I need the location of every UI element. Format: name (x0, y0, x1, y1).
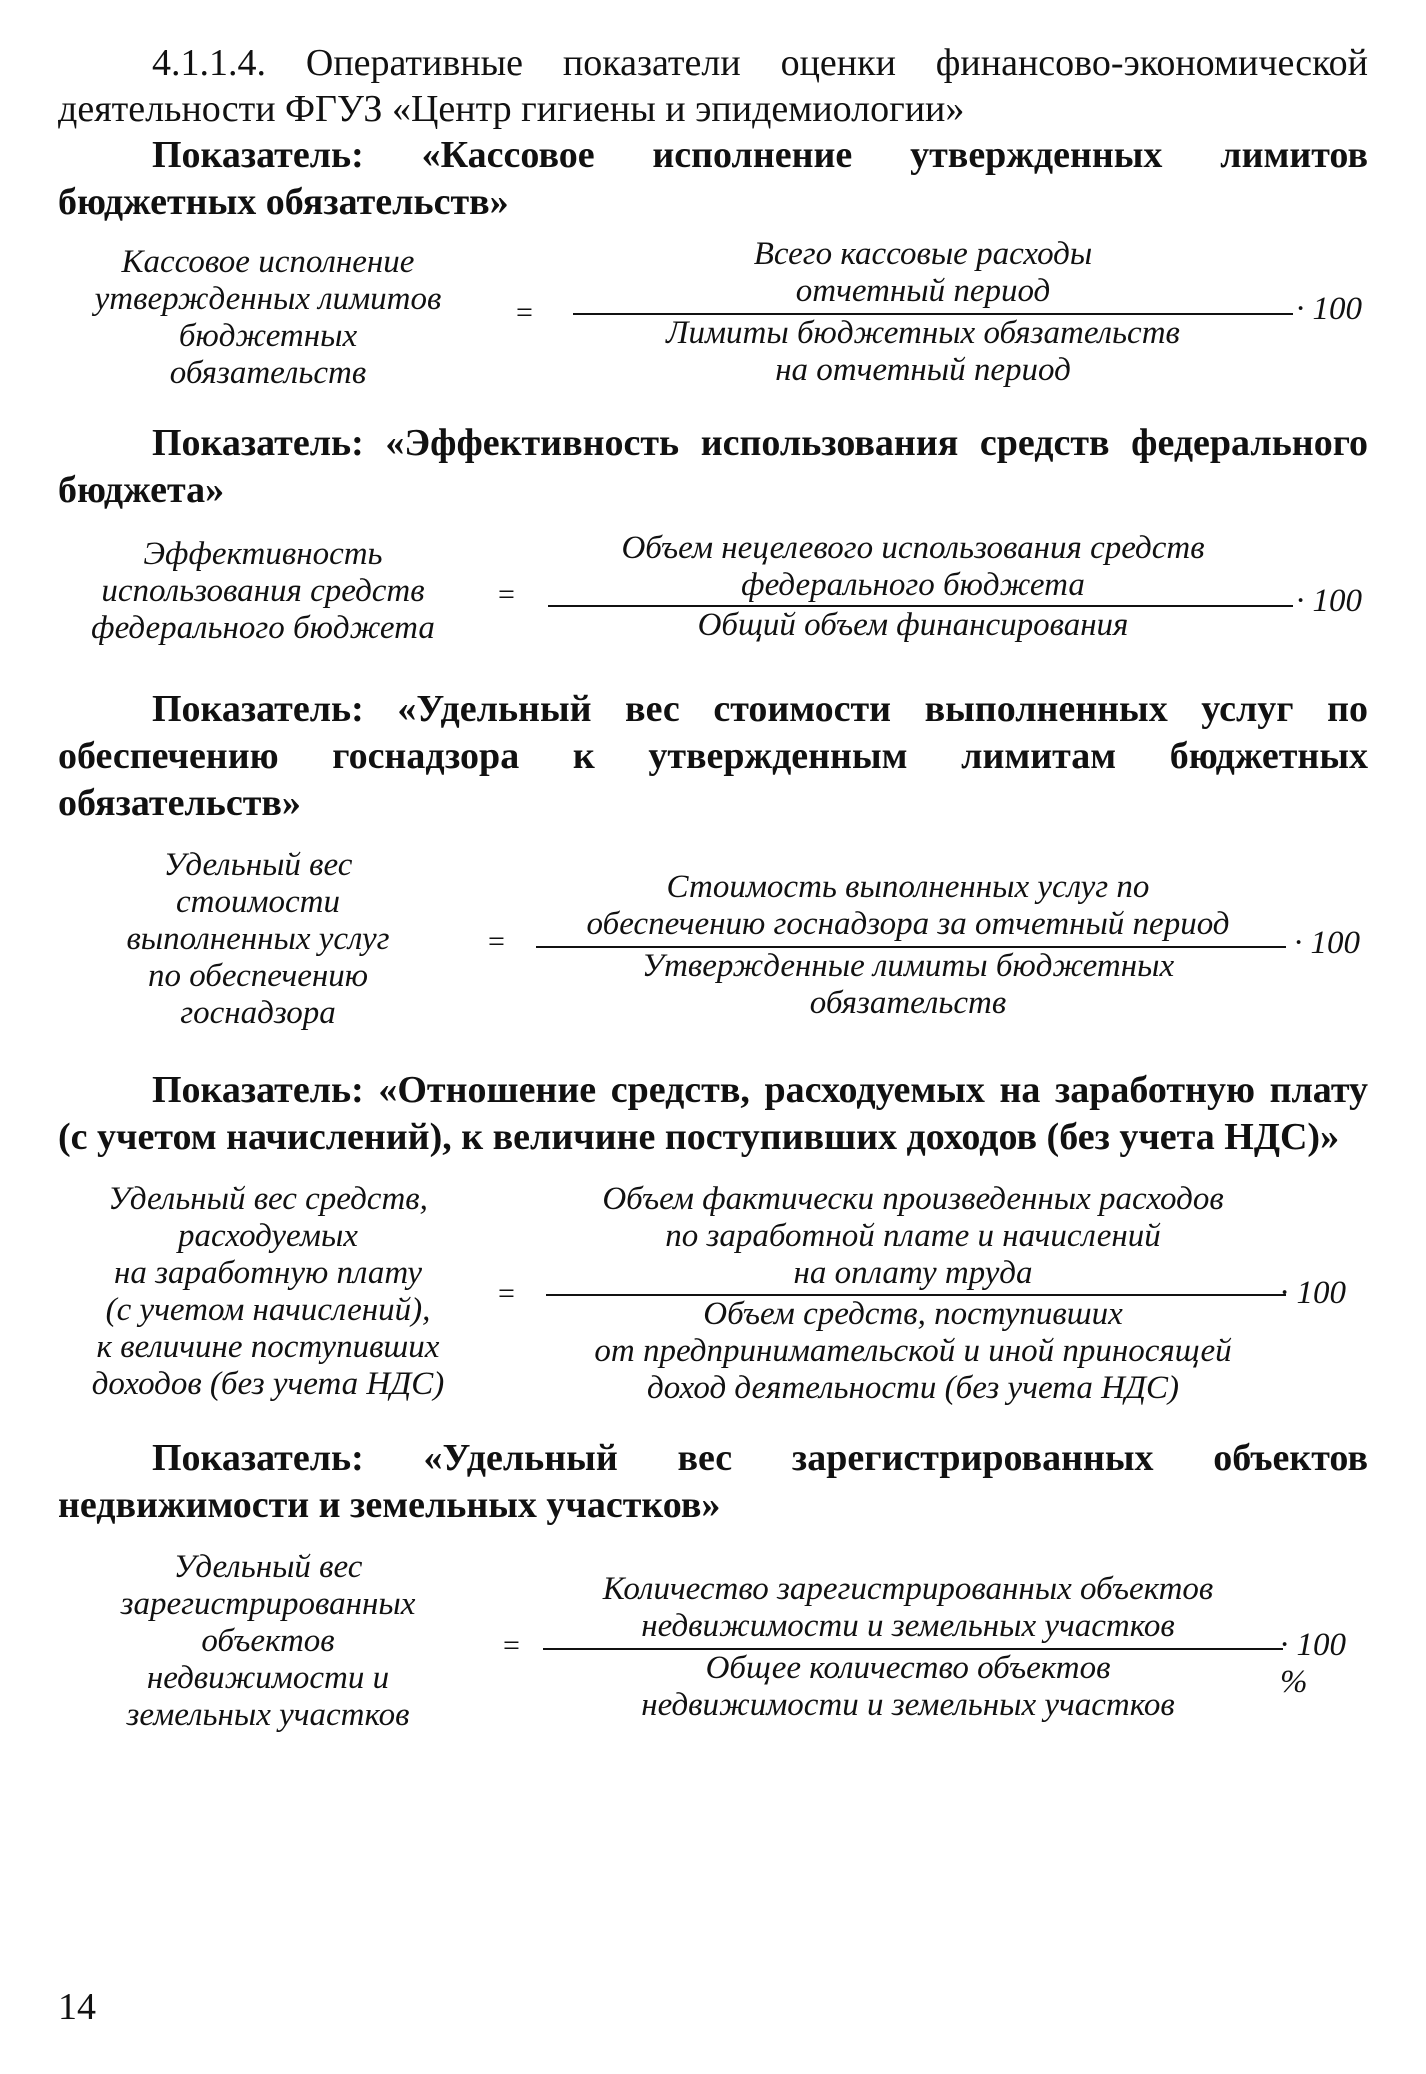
formula-registered-property (58, 1549, 1368, 1745)
multiplier: · 100 (1280, 1275, 1346, 1311)
formula-denominator: Утвержденные лимиты бюджетных обязательств (641, 948, 1175, 1021)
formula-lhs: Удельный вес зарегистрированных объектов недвижимости и земельных участков (120, 1549, 416, 1733)
formula-budget-efficiency (58, 530, 1368, 664)
formula-lhs: Эффективность использования средств федерального бюджета (91, 536, 435, 646)
indicator-heading-2: Показатель: «Эффективность использования средств федерального бюджета» (58, 422, 1368, 511)
formula-numerator: Объем фактически произведенных расходов по заработной плате и начислений на оплату труда (602, 1181, 1224, 1291)
multiplier: · 100 (1296, 583, 1362, 619)
formula-lhs: Удельный вес средств, расходуемых на заработную плату (с учетом начислений), к величине поступивших доходов (без учета НДС) (91, 1181, 445, 1402)
multiplier: · 100 (1294, 925, 1360, 961)
formula-lhs: Кассовое исполнение утвержденных лимитов бюджетных обязательств (94, 244, 442, 391)
equals-sign: = (498, 1277, 515, 1310)
formula-lhs: Удельный вес стоимости выполненных услуг по обеспечению госнадзора (126, 847, 390, 1031)
equals-sign: = (516, 296, 533, 329)
formula-numerator: Стоимость выполненных услуг по обеспечению госнадзора за отчетный период (586, 869, 1230, 942)
document-page (58, 40, 1368, 1745)
formula-denominator: Лимиты бюджетных обязательств на отчетный период (666, 315, 1180, 388)
multiplier: · 100 (1296, 291, 1362, 327)
indicator-heading-4: Показатель: «Отношение средств, расходуемых на заработную плату (с учетом начислений), к величине поступивших доходов (без учета НДС)» (58, 1069, 1368, 1158)
equals-sign: = (498, 578, 515, 611)
formula-denominator: Общий объем финансирования (697, 607, 1129, 643)
page-number: 14 (58, 1986, 96, 2028)
formula-service-share (58, 847, 1368, 1043)
formula-denominator: Объем средств, поступивших от предпринимательской и иной приносящей доход деятельности (без учета НДС) (594, 1296, 1232, 1406)
indicator-heading-1: Показатель: «Кассовое исполнение утвержденных лимитов бюджетных обязательств» (58, 134, 1368, 223)
formula-salary-ratio (58, 1181, 1368, 1411)
formula-numerator: Объем нецелевого использования средств федерального бюджета (621, 530, 1205, 603)
formula-numerator: Всего кассовые расходы отчетный период (753, 236, 1093, 309)
formula-cash-execution (58, 236, 1368, 398)
equals-sign: = (503, 1629, 520, 1662)
indicator-heading-3: Показатель: «Удельный вес стоимости выполненных услуг по обеспечению госнадзора к утвержденным лимитам бюджетных обязательств» (58, 688, 1368, 824)
formula-numerator: Количество зарегистрированных объектов недвижимости и земельных участков (602, 1571, 1214, 1644)
equals-sign: = (488, 925, 505, 958)
multiplier: · 100 % (1280, 1627, 1346, 1700)
section-intro: 4.1.1.4. Оперативные показатели оценки финансово-экономической деятельности ФГУЗ «Центр гигиены и эпидемиологии» (58, 42, 1368, 130)
formula-denominator: Общее количество объектов недвижимости и земельных участков (641, 1650, 1175, 1723)
indicator-heading-5: Показатель: «Удельный вес зарегистрированных объектов недвижимости и земельных участков» (58, 1437, 1368, 1526)
